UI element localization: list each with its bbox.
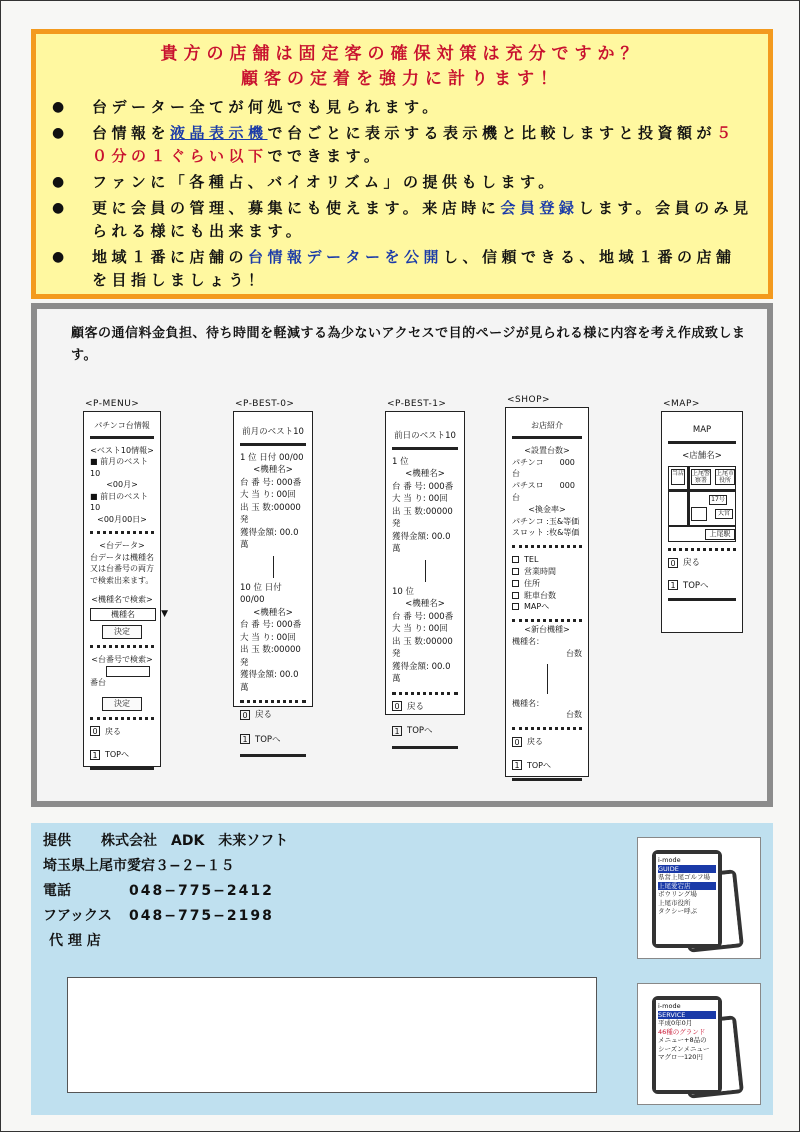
headline-line-1: 貴方の店舗は固定客の確保対策は充分ですか？	[160, 44, 644, 64]
stat-line: 台 番 号: 000番	[240, 620, 302, 630]
sub-label: <00月>	[106, 480, 138, 489]
sub-label: <00月00日>	[97, 514, 147, 524]
screen-title: GUIDE	[658, 865, 716, 874]
highlight-cost: ５０分の１ぐらい以下	[92, 124, 736, 165]
divider	[512, 727, 582, 730]
benefit-text: し、信頼できる、地域１番の店舗を目指しましょう！	[92, 248, 736, 289]
section-label: <設置台数>	[524, 445, 570, 455]
divider	[668, 441, 736, 444]
map-police-label: 上尾警察署	[692, 470, 711, 484]
link-label: 住所	[524, 578, 540, 588]
link-label: TEL	[524, 555, 539, 565]
phone-title: <SHOP>	[507, 395, 551, 405]
model-label: <機種名>	[253, 465, 293, 475]
key-1-icon: 1	[90, 750, 100, 760]
key-1-icon: 1	[392, 726, 402, 736]
phone-menu	[83, 399, 161, 767]
screen-line: 46種のグランド	[658, 1027, 706, 1036]
section-label: <機種名で検索>	[91, 595, 153, 604]
stat-line: パチンコ 000台	[512, 457, 575, 479]
stat-line: パチンコ :玉&等価	[512, 516, 580, 526]
benefit-text: します。会員のみ見られる様にも出来ます。	[92, 199, 753, 240]
benefit-text: 台情報を	[92, 124, 171, 142]
back-link[interactable]	[512, 736, 582, 748]
phone-screen	[83, 411, 161, 767]
benefit-text: でできます。	[267, 147, 384, 165]
phone-title: <P-MENU>	[85, 399, 140, 409]
menu-link-best-day[interactable]: ■ 前日のベスト10	[90, 491, 149, 512]
screen-header: パチンコ台情報	[94, 421, 150, 430]
stat-line: 大 当 り: 00回	[392, 494, 448, 504]
phone-screen	[505, 407, 589, 777]
divider	[90, 436, 154, 439]
key-0-icon: 0	[240, 710, 250, 720]
machine-number-input[interactable]	[106, 666, 150, 677]
checkbox-icon	[512, 568, 519, 575]
divider	[512, 619, 582, 622]
benefit-item	[50, 246, 754, 292]
count-label: 台数	[566, 648, 582, 658]
highlight-lcd: 液晶表示機	[170, 124, 268, 142]
divider	[240, 443, 306, 446]
screen-line: 平成0年0月	[658, 1019, 693, 1027]
phone-map	[661, 399, 743, 633]
rank-line: 1 位	[392, 456, 409, 467]
shop-link-tel[interactable]	[512, 554, 582, 566]
screen-line: 県営上尾ゴルフ場	[658, 873, 710, 881]
promo-banner	[31, 29, 773, 299]
fax-number: 048−775−2198	[129, 908, 274, 924]
checkbox-icon	[512, 580, 519, 587]
shop-link-address[interactable]	[512, 578, 582, 590]
continuation-line	[425, 560, 426, 582]
back-link[interactable]	[392, 701, 458, 714]
shop-link-map[interactable]	[512, 601, 582, 613]
model-select[interactable]: 機種名 ▼	[90, 608, 156, 622]
map-road	[687, 467, 690, 527]
benefit-text: ファンに「各種占、バイオリズム」の提供もします。	[92, 173, 558, 191]
model-label: <機種名>	[405, 469, 445, 479]
area-map	[668, 466, 736, 542]
divider	[668, 548, 736, 551]
key-1-icon: 1	[240, 734, 250, 744]
benefit-list	[50, 96, 754, 292]
phone-photo-guide	[637, 837, 761, 959]
screen-line: 上尾市役所	[658, 898, 691, 907]
screen-line: マグロ一120円	[658, 1053, 703, 1061]
section-label: <台データ>	[99, 541, 145, 550]
link-label: 戻る	[407, 701, 425, 712]
stat-line: 大 当 り: 00回	[240, 632, 296, 643]
link-label: TOPへ	[105, 750, 130, 759]
map-road	[669, 489, 735, 492]
description: 台データは機種名又は台番号の両方で検索出来ます。	[90, 552, 154, 585]
link-label: 戻る	[527, 737, 543, 747]
model-label: <機種名>	[405, 599, 445, 609]
stat-line: スロット :枚&等価	[512, 528, 580, 538]
decide-button[interactable]: 決定	[102, 697, 142, 711]
stat-line: 台 番 号: 000番	[392, 611, 454, 622]
phone-image	[652, 850, 722, 948]
divider	[512, 545, 582, 548]
benefit-text: 地域１番に店舗の	[92, 248, 249, 266]
stat-line: 台 番 号: 000番	[240, 477, 302, 488]
benefit-item	[50, 122, 754, 168]
key-1-icon: 1	[512, 760, 522, 770]
checkbox-icon	[512, 592, 519, 599]
link-label: 駐車台数	[524, 590, 556, 600]
phone-screen	[385, 411, 465, 736]
key-0-icon: 0	[512, 737, 522, 747]
benefit-text: で台ごとに表示する表示機と比較しますと投資額が	[267, 124, 717, 142]
screens-panel	[37, 309, 767, 801]
map-station-label: 上尾駅	[705, 529, 735, 540]
stat-line: 獲得金額: 00.0萬	[240, 527, 299, 550]
section-label: <台番号で検索>	[91, 655, 153, 664]
screen-header: お店紹介	[531, 421, 563, 430]
section-label: <換金率>	[528, 504, 566, 514]
divider	[240, 754, 306, 757]
back-link[interactable]	[90, 726, 154, 738]
phone-title: <P-BEST-0>	[235, 399, 295, 409]
model-label: <機種名>	[253, 607, 293, 618]
divider	[392, 447, 458, 450]
divider	[90, 717, 154, 720]
divider	[668, 598, 736, 601]
agent-address-box	[67, 977, 597, 1093]
divider	[90, 767, 154, 770]
map-cityhall-label: 上尾市役所	[716, 470, 735, 484]
stat-line: 出 玉 数:00000発	[240, 502, 301, 525]
rank-line: 10 位 日付 00/00	[240, 582, 282, 605]
intro-text: 顧客の通信料金負担、待ち時間を軽減する為少ないアクセスで目的ページが見られる様に内容を考え作成致します。	[71, 326, 746, 363]
key-1-icon: 1	[668, 580, 678, 590]
agent-label: 代 理 店	[49, 933, 101, 949]
benefit-item	[50, 197, 754, 243]
link-label: TOPへ	[683, 580, 709, 591]
link-label: TOPへ	[255, 734, 281, 745]
screen-title: SERVICE	[658, 1011, 716, 1020]
stat-line: 出 玉 数:00000発	[392, 636, 453, 659]
screen-line: タクシー呼ぶ	[658, 907, 697, 915]
provider-info	[43, 829, 288, 954]
provider-section	[31, 823, 773, 1115]
phone-title: <MAP>	[663, 399, 700, 409]
highlight-member: 会員登録	[500, 199, 579, 217]
top-link[interactable]	[240, 734, 306, 747]
top-link[interactable]	[668, 580, 736, 593]
brand-label: i-mode	[658, 1002, 681, 1010]
screen-line: 上尾愛宕店	[658, 882, 716, 891]
link-label: TOPへ	[527, 760, 552, 770]
rank-line: 10 位	[392, 586, 415, 597]
model-label: 機種名：	[512, 636, 544, 646]
benefit-text: 台データー全てが何処でも見られます。	[92, 98, 442, 116]
top-link[interactable]	[512, 760, 582, 772]
stat-line: 大 当 り: 00回	[392, 624, 448, 634]
screen-header: 前日のベスト10	[394, 431, 456, 441]
shop-link-parking[interactable]	[512, 590, 582, 602]
phone-image	[652, 996, 722, 1094]
menu-link-best-month[interactable]: ■ 前月のベスト10	[90, 457, 149, 478]
brand-label: i-mode	[658, 856, 681, 864]
company-name: 株式会社 ADK 未来ソフト	[101, 833, 289, 849]
back-link[interactable]	[240, 709, 306, 722]
top-link[interactable]	[392, 725, 458, 738]
divider	[90, 645, 154, 648]
continuation-line	[273, 556, 274, 578]
stat-line: 獲得金額: 00.0萬	[240, 670, 299, 693]
key-0-icon: 0	[668, 558, 678, 568]
divider	[512, 778, 582, 781]
phone-title: <P-BEST-1>	[387, 399, 447, 409]
shop-link-hours[interactable]	[512, 566, 582, 578]
divider	[240, 700, 306, 703]
back-link[interactable]	[668, 557, 736, 570]
link-label: 戻る	[105, 726, 121, 736]
map-railway	[669, 525, 735, 527]
stat-line: 大 当 り: 00回	[240, 490, 296, 500]
screen-header: MAP	[692, 425, 712, 435]
screen-line: ボウリング場	[658, 890, 697, 898]
link-label: 営業時間	[524, 566, 556, 576]
checkbox-icon	[512, 556, 519, 563]
provider-label: 提供	[43, 833, 71, 849]
divider	[392, 692, 458, 695]
screen-line: メニュー+8品の	[658, 1036, 707, 1044]
checkbox-icon	[512, 603, 519, 610]
continuation-line	[547, 664, 548, 694]
screen-header: 前月のベスト10	[242, 427, 304, 437]
top-link[interactable]	[90, 749, 154, 761]
key-0-icon: 0	[392, 701, 402, 711]
phone-best-0	[233, 399, 313, 745]
phone-photo-service	[637, 983, 761, 1105]
phone-screen	[661, 411, 743, 633]
tel-number: 048−775−2412	[129, 883, 274, 899]
stat-line: 獲得金額: 00.0萬	[392, 531, 451, 554]
map-route-label: 17号	[709, 495, 727, 505]
map-block	[691, 507, 707, 521]
divider	[392, 746, 458, 749]
map-direction-label: 大宮	[715, 509, 733, 519]
rank-line: 1 位 日付 00/00	[240, 452, 304, 463]
key-0-icon: 0	[90, 726, 100, 736]
divider	[512, 436, 582, 439]
section-label: <新台機種>	[524, 625, 570, 635]
model-label: 機種名：	[512, 698, 544, 708]
unit-label: 番台	[90, 678, 106, 687]
count-label: 台数	[566, 710, 582, 720]
decide-button[interactable]: 決定	[102, 625, 142, 639]
stat-line: 獲得金額: 00.0萬	[392, 661, 451, 684]
section-label: <ベスト10情報>	[90, 445, 154, 455]
link-label: TOPへ	[407, 726, 433, 736]
shop-name-label: <店舗名>	[682, 450, 722, 461]
fax-label: フアックス	[43, 908, 112, 924]
highlight-public: 台情報データーを公開	[248, 248, 444, 266]
company-address: 埼玉県上尾市愛宕３−２−１５	[43, 858, 235, 874]
screens-section	[31, 303, 773, 807]
phone-screen	[233, 411, 313, 745]
link-label: 戻る	[255, 710, 273, 720]
divider	[90, 531, 154, 534]
link-label: MAPへ	[524, 602, 550, 612]
benefit-text: 更に会員の管理、募集にも使えます。来店時に	[92, 199, 501, 217]
screen-line: シーズンメニュー	[658, 1044, 710, 1053]
link-label: 戻る	[683, 558, 701, 568]
benefit-item	[50, 96, 754, 119]
stat-line: パチスロ 000台	[512, 481, 575, 502]
stat-line: 出 玉 数:00000発	[392, 506, 453, 529]
phone-shop	[505, 395, 589, 777]
benefit-item	[50, 171, 754, 194]
stat-line: 台 番 号: 000番	[392, 481, 454, 492]
phone-best-1	[385, 399, 465, 736]
tel-label: 電話	[43, 883, 71, 899]
map-shop-marker: 当店	[671, 469, 685, 485]
headline-line-2: 顧客の定着を強力に計ります！	[241, 69, 563, 89]
stat-line: 出 玉 数:00000発	[240, 645, 301, 668]
